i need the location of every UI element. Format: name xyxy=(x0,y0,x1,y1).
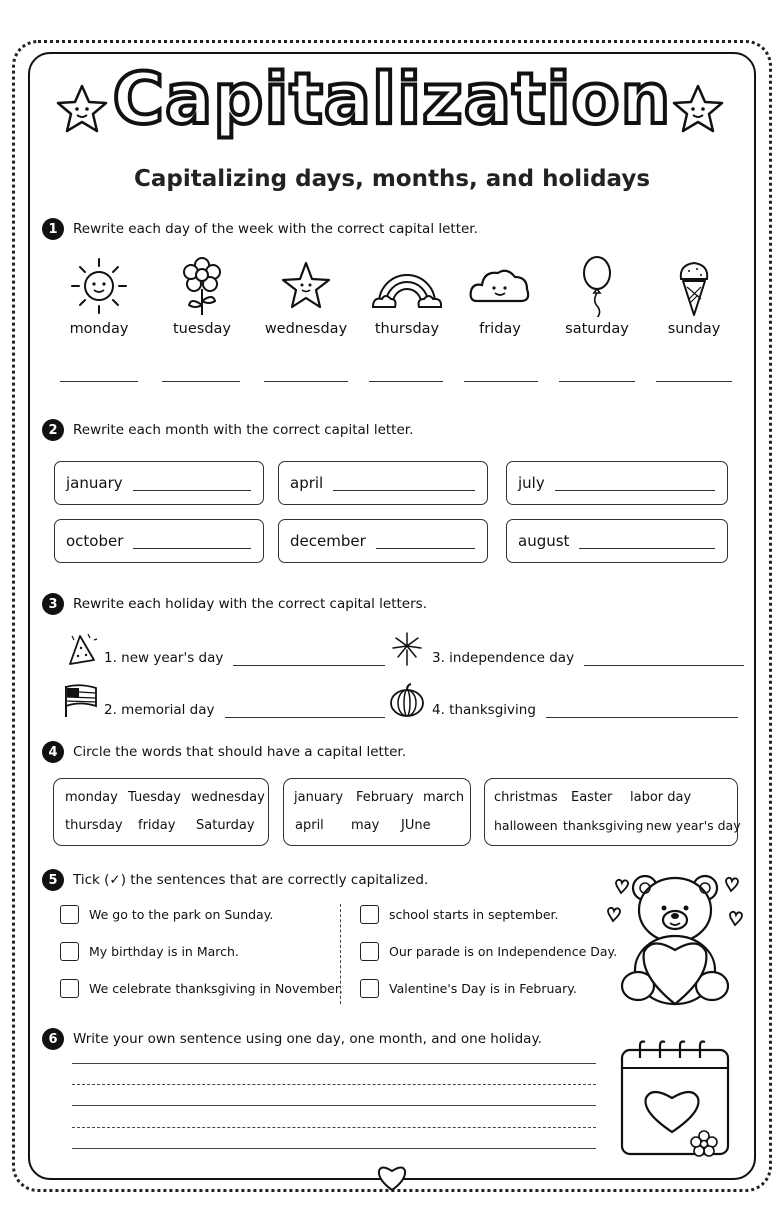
flag-icon xyxy=(62,682,98,718)
answer-line[interactable] xyxy=(133,476,251,491)
day-item xyxy=(54,255,144,337)
writing-guide-line xyxy=(72,1084,596,1085)
circle-word[interactable]: friday xyxy=(138,818,176,833)
holiday-item xyxy=(388,682,738,718)
day-item xyxy=(552,255,642,337)
sentence: school starts in september. xyxy=(389,907,559,922)
month-box[interactable] xyxy=(506,461,728,505)
sentence: My birthday is in March. xyxy=(89,944,239,959)
answer-line[interactable] xyxy=(233,653,385,666)
month-word: july xyxy=(518,474,545,492)
section-4-heading xyxy=(42,741,406,763)
section-instruction: Rewrite each holiday with the correct capital letters. xyxy=(73,596,427,612)
month-word: april xyxy=(290,474,324,492)
answer-line[interactable] xyxy=(225,705,385,718)
circle-word[interactable]: February xyxy=(356,790,414,805)
checkbox[interactable] xyxy=(60,905,79,924)
day-item xyxy=(157,255,247,337)
sentence: Valentine's Day is in February. xyxy=(389,981,577,996)
sentence: We celebrate thanksgiving in November. xyxy=(89,981,343,996)
day-label: wednesday xyxy=(264,321,348,337)
circle-word[interactable]: thanksgiving xyxy=(563,818,644,833)
day-label: monday xyxy=(69,321,129,337)
circle-word[interactable]: JUne xyxy=(401,818,431,833)
star-icon xyxy=(271,255,341,317)
section-number: 4 xyxy=(42,741,64,763)
tick-item xyxy=(60,905,273,924)
answer-line[interactable] xyxy=(333,476,475,491)
answer-line[interactable] xyxy=(546,705,738,718)
holiday-word: 4. thanksgiving xyxy=(432,702,536,718)
month-word: october xyxy=(66,532,124,550)
sentence: We go to the park on Sunday. xyxy=(89,907,274,922)
holiday-word: 2. memorial day xyxy=(104,702,215,718)
section-number: 1 xyxy=(42,218,64,240)
holiday-item xyxy=(62,682,385,718)
cloud-icon xyxy=(465,255,535,317)
calendar-heart-icon xyxy=(612,1036,736,1162)
section-instruction: Write your own sentence using one day, one month, and one holiday. xyxy=(73,1031,542,1047)
circle-word[interactable]: thursday xyxy=(65,818,123,833)
circle-word[interactable]: april xyxy=(295,818,324,833)
checkbox[interactable] xyxy=(360,905,379,924)
teddy-bear-heart-icon xyxy=(600,866,750,1008)
writing-line[interactable] xyxy=(72,1063,596,1064)
month-box[interactable] xyxy=(54,461,264,505)
section-1-heading xyxy=(42,218,478,240)
holiday-word: 1. new year's day xyxy=(104,650,224,666)
balloon-icon xyxy=(562,255,632,317)
answer-line[interactable] xyxy=(464,381,538,382)
answer-line[interactable] xyxy=(584,653,744,666)
circle-word[interactable]: monday xyxy=(65,790,118,805)
answer-line[interactable] xyxy=(559,381,635,382)
day-item xyxy=(455,255,545,337)
circle-word[interactable]: january xyxy=(294,790,344,805)
holiday-item xyxy=(388,630,744,666)
answer-line[interactable] xyxy=(369,381,443,382)
section-instruction: Rewrite each day of the week with the correct capital letter. xyxy=(73,221,478,237)
month-box[interactable] xyxy=(278,461,488,505)
checkbox[interactable] xyxy=(60,979,79,998)
answer-line[interactable] xyxy=(162,381,240,382)
divider xyxy=(340,904,341,1004)
section-6-heading xyxy=(42,1028,542,1050)
month-box[interactable] xyxy=(278,519,488,563)
day-item xyxy=(362,255,452,337)
section-number: 3 xyxy=(42,593,64,615)
sun-icon xyxy=(64,255,134,317)
month-word: january xyxy=(66,474,123,492)
holiday-word: 3. independence day xyxy=(432,650,575,666)
writing-line[interactable] xyxy=(72,1105,596,1106)
page-subtitle: Capitalizing days, months, and holidays xyxy=(133,166,651,192)
flower-icon xyxy=(167,255,237,317)
tick-item xyxy=(360,942,617,961)
tick-item xyxy=(60,979,343,998)
month-box[interactable] xyxy=(506,519,728,563)
section-instruction: Circle the words that should have a capital letter. xyxy=(73,744,407,760)
answer-line[interactable] xyxy=(264,381,348,382)
answer-line[interactable] xyxy=(555,476,715,491)
circle-word[interactable]: christmas xyxy=(494,790,558,805)
month-word: december xyxy=(290,532,366,550)
section-3-heading xyxy=(42,593,427,615)
fireworks-icon xyxy=(388,630,426,666)
tick-item xyxy=(60,942,239,961)
circle-word[interactable]: march xyxy=(423,790,465,805)
word-group-days xyxy=(53,778,269,846)
word-group-holidays xyxy=(484,778,738,846)
section-number: 5 xyxy=(42,869,64,891)
holiday-item xyxy=(64,630,385,666)
tick-item xyxy=(360,905,559,924)
checkbox[interactable] xyxy=(360,979,379,998)
answer-line[interactable] xyxy=(376,534,475,549)
circle-word[interactable]: Saturday xyxy=(196,818,255,833)
circle-word[interactable]: halloween xyxy=(494,818,558,833)
word-group-months xyxy=(283,778,471,846)
answer-line[interactable] xyxy=(133,534,251,549)
circle-word[interactable]: Tuesday xyxy=(128,790,181,805)
section-instruction: Rewrite each month with the correct capital letter. xyxy=(73,422,414,438)
section-number: 6 xyxy=(42,1028,64,1050)
writing-guide-line xyxy=(72,1127,596,1128)
page-title: Capitalization xyxy=(112,58,672,140)
circle-word[interactable]: Easter xyxy=(571,790,613,805)
day-item xyxy=(649,255,739,337)
day-label: tuesday xyxy=(172,321,232,337)
checkbox[interactable] xyxy=(60,942,79,961)
checkbox[interactable] xyxy=(360,942,379,961)
month-word: august xyxy=(518,532,570,550)
rainbow-icon xyxy=(367,255,447,317)
circle-word[interactable]: may xyxy=(351,818,380,833)
section-instruction: Tick (✓) the sentences that are correctly capitalized. xyxy=(73,872,429,888)
party-hat-icon xyxy=(64,630,98,666)
circle-word[interactable]: wednesday xyxy=(191,790,265,805)
answer-line[interactable] xyxy=(60,381,138,382)
section-number: 2 xyxy=(42,419,64,441)
circle-word[interactable]: new year's day xyxy=(646,818,741,833)
month-box[interactable] xyxy=(54,519,264,563)
circle-word[interactable]: labor day xyxy=(630,790,692,805)
section-5-heading xyxy=(42,869,428,891)
answer-line[interactable] xyxy=(579,534,715,549)
day-label: friday xyxy=(479,321,521,337)
writing-line[interactable] xyxy=(72,1148,596,1149)
day-item xyxy=(261,255,351,337)
tick-item xyxy=(360,979,577,998)
section-2-heading xyxy=(42,419,413,441)
day-label: thursday xyxy=(374,321,440,337)
answer-line[interactable] xyxy=(656,381,732,382)
day-label: saturday xyxy=(565,321,629,337)
day-label: sunday xyxy=(667,321,721,337)
heart-icon xyxy=(376,1162,408,1192)
ice-cream-icon xyxy=(659,255,729,317)
pumpkin-icon xyxy=(388,682,426,718)
sentence: Our parade is on Independence Day. xyxy=(389,944,618,959)
